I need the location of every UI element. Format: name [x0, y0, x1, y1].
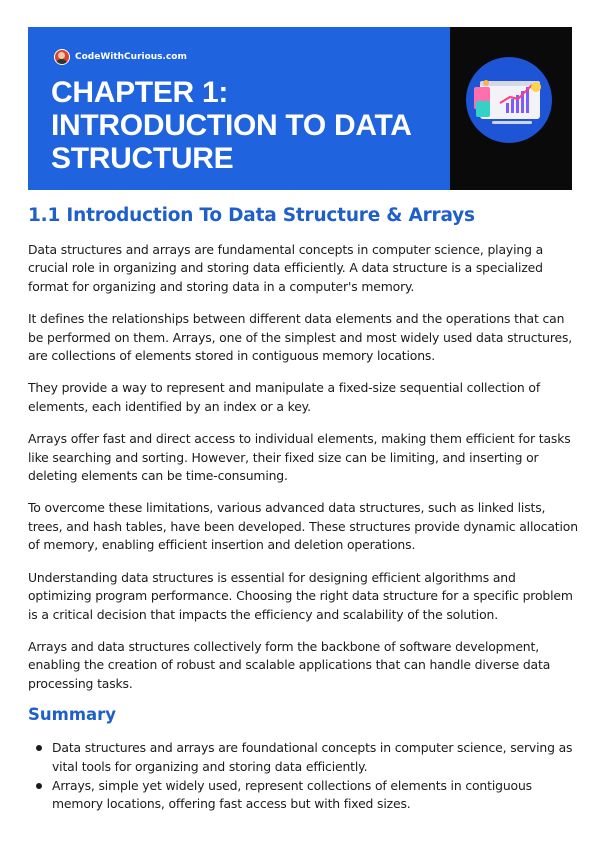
paragraph: They provide a way to represent and manipulate a fixed-size sequential collection of elements, each identified by an index or a key.: [28, 380, 541, 414]
summary-item-text: Arrays, simple yet widely used, represent collections of elements in contiguous memory locations, offering fast access but with fixed sizes.: [52, 777, 532, 812]
section-heading: 1.1 Introduction To Data Structure & Arrays: [28, 205, 475, 226]
paragraph: Data structures and arrays are fundamental concepts in computer science, playing a crucial role in organizing and storing data efficiently. A data structure is a specialized format for organizing and storing data in a computer's memory.: [28, 242, 544, 294]
summary-list: [28, 739, 578, 814]
chapter-banner: [28, 27, 572, 190]
bullet-icon: [36, 745, 42, 751]
analytics-illustration-icon: [466, 57, 552, 143]
main-content: [28, 204, 578, 815]
summary-item: [28, 739, 578, 776]
chapter-title-line: INTRODUCTION TO DATA: [51, 109, 412, 142]
paragraph: Arrays and data structures collectively form the backbone of software development, enabling the creation of robust and scalable applications that can handle diverse data processing tasks.: [28, 638, 551, 691]
paragraph: Understanding data structures is essential for designing efficient algorithms and optimizing program performance. Choosing the right data structure for a specific problem is a critical decision that impacts the efficiency and scalability of the solution.: [28, 569, 573, 622]
paragraph: To overcome these limitations, various advanced data structures, such as linked lists, trees, and hash tables, have been developed. These structures provide dynamic allocation of memory, enabling efficient insertion and deletion operations.: [28, 500, 578, 553]
brand-name: CodeWithCurious.com: [75, 52, 187, 62]
analytics-dashboard-icon: [466, 57, 552, 143]
brand-logo-icon: [54, 49, 70, 65]
chapter-title: [51, 76, 441, 175]
chapter-title-line: CHAPTER 1:: [51, 76, 229, 109]
bullet-icon: [36, 783, 42, 789]
paragraph: It defines the relationships between different data elements and the operations that can be performed on them. Arrays, one of the simplest and most widely used data structures, are collections of elements stored in contiguous memory locations.: [28, 311, 573, 364]
summary-item: [28, 777, 578, 814]
paragraph: Arrays offer fast and direct access to individual elements, making them efficient for tasks like searching and sorting. However, their fixed size can be limiting, and inserting or deleting elements can be time-consuming.: [28, 431, 571, 484]
brand: [54, 49, 187, 65]
summary-heading: Summary: [28, 705, 117, 725]
chapter-title-line: STRUCTURE: [51, 142, 234, 175]
summary-item-text: Data structures and arrays are foundational concepts in computer science, serving as vital tools for organizing and storing data efficiently.: [52, 740, 573, 774]
